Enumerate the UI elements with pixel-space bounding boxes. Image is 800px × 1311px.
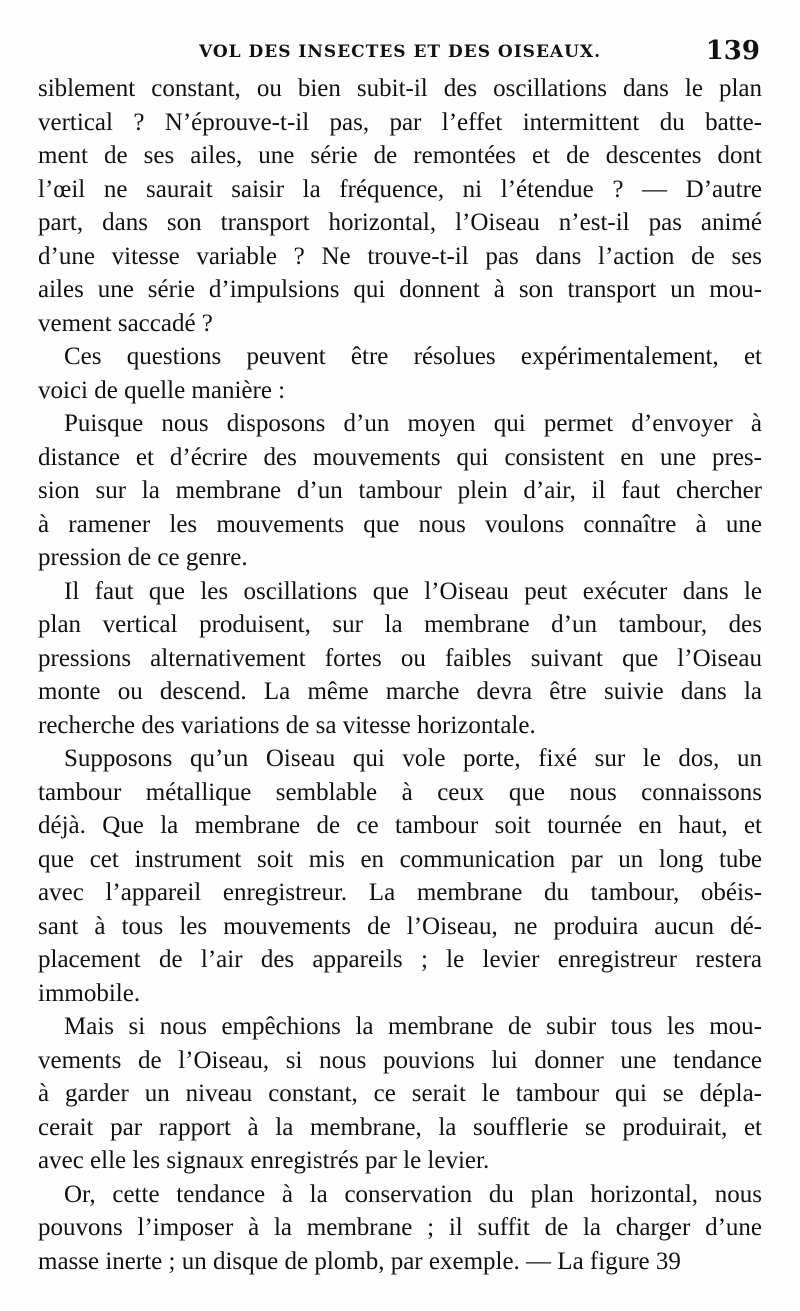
text-line: Mais si nous empêchions la membrane de subir tous les mou- bbox=[64, 1013, 762, 1040]
text-line: Supposons qu’un Oiseau qui vole porte, fixé sur le dos, un bbox=[64, 745, 762, 772]
text-line: placement de l’air des appareils ; le levier enregistreur restera bbox=[38, 946, 762, 973]
paragraph bbox=[38, 575, 762, 743]
text-line: pression de ce genre. bbox=[38, 544, 248, 571]
text-line: Il faut que les oscillations que l’Oiseau peut exécuter dans le bbox=[64, 577, 762, 605]
text-line: vements de l’Oiseau, si nous pouvions lui donner une tendance bbox=[38, 1046, 762, 1074]
text-line: vertical ? N’éprouve-t-il pas, par l’effet intermittent du batte- bbox=[38, 108, 762, 136]
text-line: à garder un niveau constant, ce serait le tambour qui se dépla- bbox=[38, 1080, 762, 1107]
paragraph bbox=[38, 340, 762, 407]
text-line: l’œil ne saurait saisir la fréquence, ni l’étendue ? — D’autre bbox=[38, 175, 762, 203]
text-line: Or, cette tendance à la conservation du plan horizontal, nous bbox=[64, 1180, 762, 1208]
text-line: part, dans son transport horizontal, l’Oiseau n’est-il pas animé bbox=[38, 209, 762, 236]
page-number: 139 bbox=[705, 36, 760, 66]
text-line: voici de quelle manière : bbox=[38, 376, 286, 404]
text-line: déjà. Que la membrane de ce tambour soit tournée en haut, et bbox=[38, 812, 762, 839]
text-line: vement saccadé ? bbox=[38, 309, 213, 337]
paragraph bbox=[38, 1010, 762, 1178]
running-head bbox=[38, 36, 762, 70]
text-line: pressions alternativement fortes ou faibles suivant que l’Oiseau bbox=[38, 644, 762, 672]
text-line: monte ou descend. La même marche devra être suivie dans la bbox=[38, 678, 762, 705]
paragraph bbox=[38, 1178, 762, 1279]
body-text bbox=[38, 72, 762, 1278]
paragraph bbox=[38, 407, 762, 575]
paragraph bbox=[38, 742, 762, 1010]
text-line: Puisque nous disposons d’un moyen qui permet d’envoyer à bbox=[64, 410, 762, 437]
paragraph bbox=[38, 72, 762, 340]
text-line: immobile. bbox=[38, 979, 141, 1007]
text-line: sant à tous les mouvements de l’Oiseau, ne produira aucun dé- bbox=[38, 912, 762, 940]
text-line: avec elle les signaux enregistrés par le levier. bbox=[38, 1147, 490, 1174]
text-line: d’une vitesse variable ? Ne trouve-t-il pas dans l’action de ses bbox=[38, 242, 762, 270]
text-line: pouvons l’imposer à la membrane ; il suffit de la charger d’une bbox=[38, 1214, 762, 1241]
text-line: ailes une série d’impulsions qui donnent à son transport un mou- bbox=[38, 276, 762, 303]
text-line: ment de ses ailes, une série de remontées et de descentes dont bbox=[38, 142, 762, 169]
text-line: siblement constant, ou bien subit-il des oscillations dans le plan bbox=[38, 75, 762, 102]
text-line: Ces questions peuvent être résolues expérimentalement, et bbox=[64, 343, 762, 370]
running-title: VOL DES INSECTES ET DES OISEAUX. bbox=[198, 42, 602, 62]
text-line: à ramener les mouvements que nous voulons connaître à une bbox=[38, 510, 762, 538]
text-line: cerait par rapport à la membrane, la soufflerie se produirait, et bbox=[38, 1113, 762, 1141]
text-line: masse inerte ; un disque de plomb, par exemple. — La figure 39 bbox=[38, 1247, 681, 1275]
text-line: plan vertical produisent, sur la membrane d’un tambour, des bbox=[38, 611, 762, 638]
text-line: que cet instrument soit mis en communication par un long tube bbox=[38, 845, 762, 873]
text-line: sion sur la membrane d’un tambour plein d’air, il faut chercher bbox=[38, 477, 762, 504]
text-line: recherche des variations de sa vitesse horizontale. bbox=[38, 711, 536, 739]
text-line: distance et d’écrire des mouvements qui consistent en une pres- bbox=[38, 443, 762, 471]
text-line: avec l’appareil enregistreur. La membrane du tambour, obéis- bbox=[38, 879, 762, 906]
text-line: tambour métallique semblable à ceux que nous connaissons bbox=[38, 778, 762, 806]
